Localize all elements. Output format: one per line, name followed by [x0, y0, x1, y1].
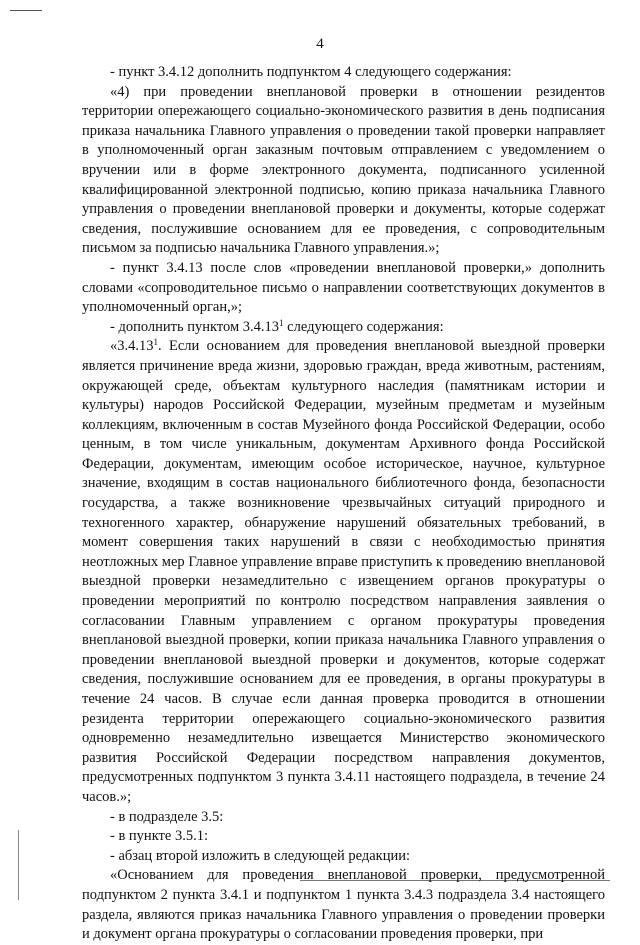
paragraph-text: следующего содержания:	[283, 318, 444, 335]
scan-mark	[10, 10, 42, 11]
page-number: 4	[316, 36, 324, 52]
superscript: 1	[279, 317, 284, 328]
paragraph-amend-3-4-12: - пункт 3.4.12 дополнить подпунктом 4 следующего содержания:	[110, 64, 512, 80]
paragraph-amend-3-4-13: - пункт 3.4.13 после слов «проведении внеплановой проверки,» дополнить словами «сопроводительное письмо о направлении соответствующих документов в уполномоченный орган,»;	[82, 259, 605, 316]
paragraph-subsection-3-5: - в подразделе 3.5:	[110, 808, 224, 825]
paragraph-text: «3.4.13	[110, 338, 154, 355]
paragraph-add-3-4-13-1	[82, 318, 605, 338]
paragraph-3-4-13-1-text	[82, 337, 605, 807]
paragraph-text: - дополнить пунктом 3.4.13	[110, 318, 280, 335]
superscript: 1	[153, 337, 158, 348]
paragraph-subitem-4: «4) при проведении внеплановой проверки в отношении резидентов территории опережающего социально-экономического развития в день подписания приказа начальника Главного управления о проведении такой проверки направляет в уполномоченный орган заказным почтовым отправлением с уведомлением о вручении или в форме электронного документа, подписанного усиленной квалифицированной электронной подписью, копию приказа начальника Главного управления о проведении внеплановой проверки и документы, которые содержат сведения, послужившие основанием для ее проведения, с сопроводительным письмом за подписью начальника Главного управления.»;	[82, 83, 605, 257]
document-body	[82, 63, 605, 945]
scan-mark	[18, 830, 19, 900]
paragraph-second-abzac: - абзац второй изложить в следующей редакции:	[110, 847, 411, 864]
paragraph-new-wording: «Основанием для проведения внеплановой проверки, предусмотренной подпунктом 2 пункта 3.4.1 и подпунктом 1 пункта 3.4.3 подраздела 3.4 настоящего раздела, являются приказ начальника Главного управления о проведении проверки и документ органа прокуратуры о согласовании проведения проверки, при	[82, 867, 605, 943]
paragraph-item-3-5-1: - в пункте 3.5.1:	[110, 828, 208, 845]
paragraph-text: . Если основанием для проведения внеплановой выездной проверки является причинение вреда жизни, здоровью граждан, вреда животным, растениям, окружающей среде, объектам культурного наследия (памятникам истории и культуры) народов Российской Федерации, музейным предметам и музейным коллекциям, включенным в состав Музейного фонда Российской Федерации, особо ценным, в том числе уникальным, документам Архивного фонда Российской Федерации, документам, имеющим особое историческое, научное, культурное значение, входящим в состав национального библиотечного фонда, безопасности государства, а также возникновение чрезвычайных ситуаций природного и техногенного характер, обнаружение нарушений обязательных требований, в момент совершения таких нарушений в связи с необходимостью принятия неотложных мер Главное управление вправе приступить к проведению внеплановой выездной проверки незамедлительно с извещением органов прокуратуры о проведении мероприятий по контролю посредством направления заявления о согласовании Главным управлением с органом прокуратуры проведения внеплановой выездной проверки, копии приказа начальника Главного управления о проведении внеплановой выездной проверки и документов, которые содержат сведения, послужившие основанием для ее проведения, в органы прокуратуры в течение 24 часов. В случае если данная проверка проводится в отношении резидента территории опережающего социально-экономического развития одновременно незамедлительно извещается Министерство экономического развития Российской Федерации посредством направления документов, предусмотренных подпунктом 3 пункта 3.4.11 настоящего подраздела, в течение 24 часов.»;	[82, 338, 605, 805]
